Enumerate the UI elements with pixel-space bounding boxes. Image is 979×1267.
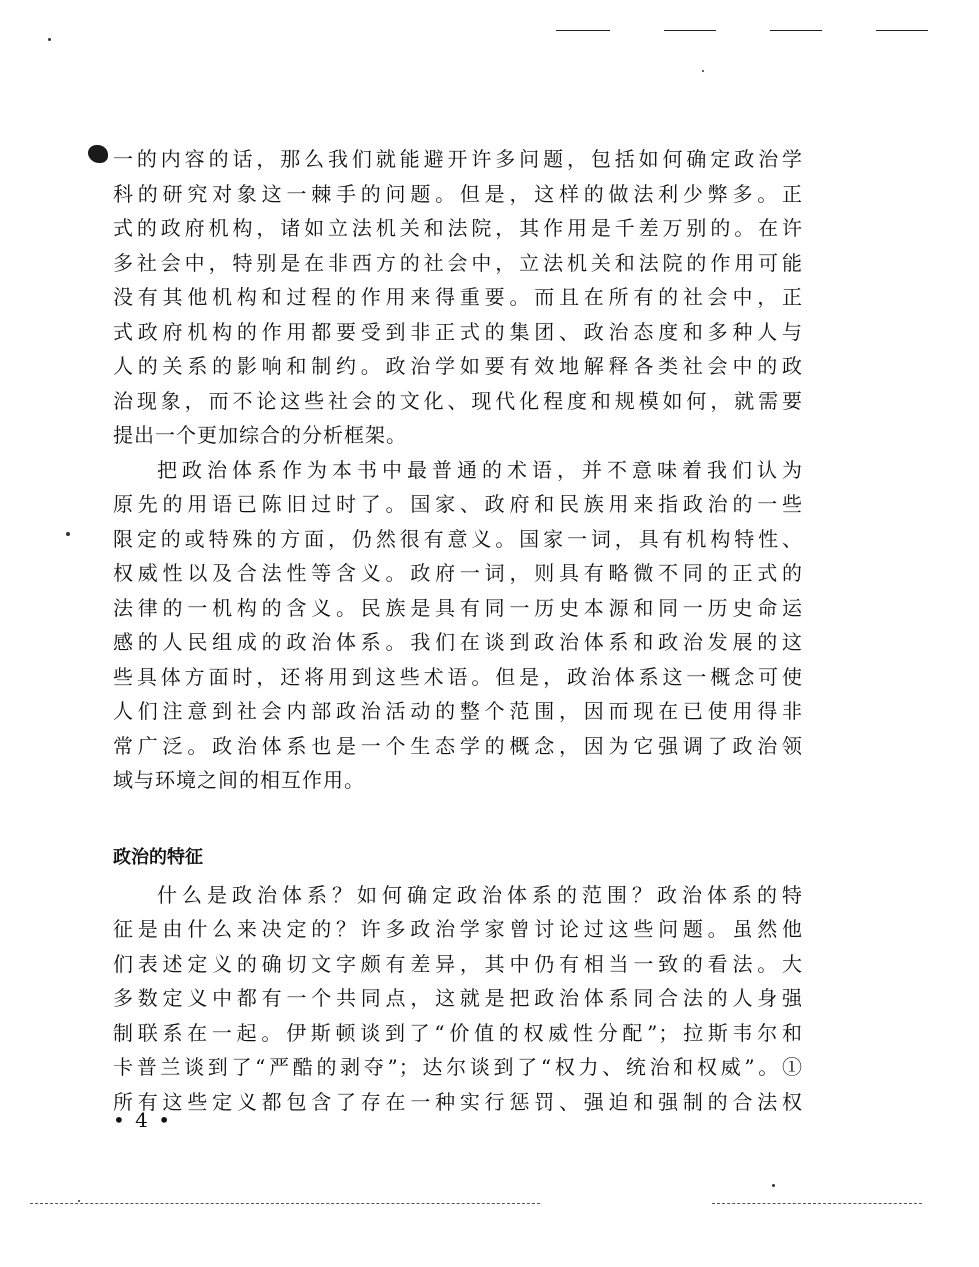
text-line: 域与环境之间的相互作用。 — [113, 768, 365, 792]
text-line: 权威性以及合法性等含义。政府一词，则具有略微不同的正式的 — [113, 561, 803, 585]
ink-blot — [88, 145, 108, 163]
header-rule-4 — [876, 30, 928, 31]
text-line: 们表述定义的确切文字颇有差异，其中仍有相当一致的看法。大 — [113, 951, 803, 976]
text-line: 科的研究对象这一棘手的问题。但是，这样的做法利少弊多。正 — [113, 181, 803, 206]
text-line: 所有这些定义都包含了存在一种实行惩罚、强迫和强制的合法权 — [113, 1089, 803, 1114]
header-rule-3 — [770, 30, 822, 31]
scan-speck — [702, 70, 704, 72]
text-line: 式的政府机构，诸如立法机关和法院，其作用是千差万别的。在许 — [113, 216, 803, 240]
text-line: 卡普兰谈到了“严酷的剥夺”；达尔谈到了“权力、统治和权威”。① — [113, 1055, 803, 1079]
page-number: • 4 • — [113, 1108, 173, 1132]
text-line: 原先的用语已陈旧过时了。国家、政府和民族用来指政治的一些 — [113, 492, 803, 516]
scan-speck — [48, 38, 51, 41]
text-line: 多数定义中都有一个共同点，这就是把政治体系同合法的人身强 — [113, 986, 803, 1010]
bottom-scan-rule-right — [712, 1203, 922, 1204]
text-line: 制联系在一起。伊斯顿谈到了“价值的权威性分配”；拉斯韦尔和 — [113, 1020, 803, 1045]
text-line: 没有其他机构和过程的作用来得重要。而且在所有的社会中，正 — [113, 285, 803, 309]
text-line: 感的人民组成的政治体系。我们在谈到政治体系和政治发展的这 — [113, 630, 803, 654]
text-line: 常广泛。政治体系也是一个生态学的概念，因为它强调了政治领 — [113, 733, 803, 758]
text-line: 人们注意到社会内部政治活动的整个范围，因而现在已使用得非 — [113, 699, 803, 723]
text-line: 式政府机构的作用都要受到非正式的集团、政治态度和多种人与 — [113, 319, 803, 344]
text-line: 些具体方面时，还将用到这些术语。但是，政治体系这一概念可使 — [113, 664, 803, 689]
text-line: 把政治体系作为本书中最普通的术语，并不意味着我们认为 — [157, 457, 803, 482]
header-rule-1 — [556, 30, 610, 31]
text-line: 多社会中，特别是在非西方的社会中，立法机关和法院的作用可能 — [113, 250, 803, 275]
scan-speck — [78, 1200, 80, 1202]
text-line: 人的关系的影响和制约。政治学如要有效地解释各类社会中的政 — [113, 354, 803, 378]
scan-speck — [772, 1184, 775, 1187]
bottom-scan-rule-left — [30, 1203, 540, 1204]
text-line: 征是由什么来决定的？许多政治学家曾讨论过这些问题。虽然他 — [113, 917, 803, 941]
text-line: 法律的一机构的含义。民族是具有同一历史本源和同一历史命运 — [113, 595, 803, 620]
section-heading: 政治的特征 — [113, 846, 203, 868]
paragraph-2 — [113, 453, 803, 798]
text-line: 限定的或特殊的方面，仍然很有意义。国家一词，具有机构特性、 — [113, 526, 803, 551]
paragraph-3 — [113, 878, 803, 1120]
paragraph-1 — [113, 142, 803, 453]
text-line: 治现象，而不论这些社会的文化、现代化程度和规模如何，就需要 — [113, 388, 803, 413]
text-line: 一的内容的话，那么我们就能避开许多问题，包括如何确定政治学 — [113, 147, 803, 171]
page-body — [113, 142, 803, 1119]
text-line: 提出一个更加综合的分析框架。 — [113, 423, 407, 447]
header-rule-2 — [664, 30, 716, 31]
scan-speck — [66, 532, 70, 536]
text-line: 什么是政治体系？如何确定政治体系的范围？政治体系的特 — [157, 882, 803, 907]
